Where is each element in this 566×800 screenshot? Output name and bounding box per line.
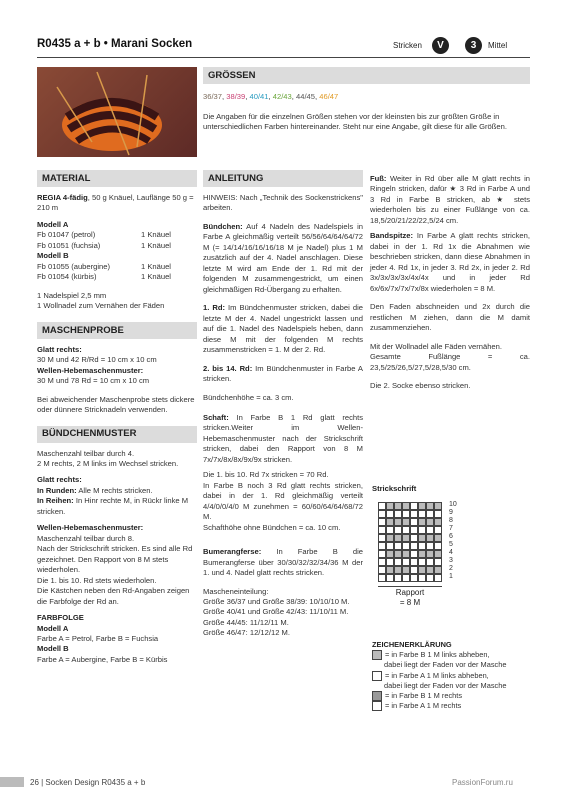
groessen-heading: GRÖSSEN: [203, 67, 530, 84]
size-1: 36/37: [203, 92, 223, 101]
chart-cell: [434, 566, 442, 574]
chart-cell: [434, 542, 442, 550]
chart-cell: [386, 566, 394, 574]
chart-cell: [402, 534, 410, 542]
finish-1: Den Faden abschneiden und 2x durch die restlichen M ziehen, dann die M damit zusammenziehen.: [370, 302, 530, 333]
chart-cell: [418, 526, 426, 534]
chart-cell: [434, 510, 442, 518]
difficulty-label: Mittel: [488, 41, 508, 50]
legend-2b: dabei liegt der Faden vor der Masche: [384, 680, 507, 690]
chart-cell: [426, 574, 434, 582]
chart-row-number: 7: [449, 525, 453, 532]
wave-3: Die 1. bis 10. Rd stets wiederholen.: [37, 575, 157, 585]
chart-cell: [426, 526, 434, 534]
toe-text: In Farbe A glatt rechts stricken, dabei in der 1. Rd 1x die Abnahmen wie beschrieben stricken, dann diese Abnahmen in jeder 4. Rd 1x, in jeder 3. Rd 2x, in jeder 2. Rd 3x/3x/3x/3x/4x/4x und in jeder Rd 6x/6x/7x/7x/7x/8x wiederholen = 8 M.: [370, 231, 530, 293]
slip-b-icon: [372, 650, 382, 660]
chart-cell: [402, 566, 410, 574]
chart-cell: [434, 518, 442, 526]
chart-cell: [402, 574, 410, 582]
tool-needles: 1 Nadelspiel 2,5 mm: [37, 290, 107, 300]
chart-row-number: 4: [449, 549, 453, 556]
chart-cell: [418, 518, 426, 526]
cuff-height: Bündchenhöhe = ca. 3 cm.: [203, 392, 294, 402]
chart-cell: [434, 550, 442, 558]
round2-head: 2. bis 14. Rd:: [203, 363, 253, 373]
heel-head: Bumerangferse:: [203, 547, 262, 557]
chart-row-number: 3: [449, 557, 453, 564]
chart-cell: [410, 542, 418, 550]
material-a2-qty: 1 Knäuel: [141, 240, 171, 250]
chart-cell: [386, 558, 394, 566]
chart-cell: [426, 518, 434, 526]
chart-row-number: 2: [449, 565, 453, 572]
chart-cell: [378, 534, 386, 542]
material-b1: Fb 01055 (aubergine): [37, 261, 111, 271]
finish-4: Die 2. Socke ebenso stricken.: [370, 380, 471, 390]
legend-heading: ZEICHENERKLÄRUNG: [372, 640, 452, 649]
leg-2: Die 1. bis 10. Rd 7x stricken = 70 Rd.: [203, 470, 329, 480]
chart-cell: [378, 558, 386, 566]
legend: [372, 640, 532, 712]
gauge-note: Bei abweichender Maschenprobe stets dickere oder dünnere Stricknadeln verwenden.: [37, 394, 195, 415]
chart-cell: [394, 566, 402, 574]
legend-3: = in Farbe B 1 M rechts: [385, 691, 463, 701]
rapport-label: Rapport = 8 M: [395, 588, 425, 607]
chart-cell: [418, 502, 426, 510]
cuff-head: Bündchen:: [203, 221, 243, 231]
chart-row-number: 1: [449, 573, 453, 580]
heel-text: In Farbe B die Bumerangferse über 30/30/32/32/34/36 M der 1. und 4. Nadel glatt rechts stricken.: [203, 547, 363, 578]
chart-cell: [386, 518, 394, 526]
chart-cell: [410, 526, 418, 534]
chart-cell: [410, 510, 418, 518]
chart-cell: [386, 510, 394, 518]
chart-cell: [426, 550, 434, 558]
header-rule: [37, 57, 530, 58]
chart-cell: [394, 534, 402, 542]
division-head: Mascheneinteilung:: [203, 586, 269, 596]
anleitung-heading: ANLEITUNG: [203, 170, 363, 187]
chart-cell: [402, 526, 410, 534]
chart-cell: [402, 542, 410, 550]
chart-cell: [394, 502, 402, 510]
chart-cell: [378, 502, 386, 510]
legend-4: = in Farbe A 1 M rechts: [385, 701, 462, 711]
chart-cell: [410, 518, 418, 526]
wave-4: Die Kästchen neben den Rd-Angaben zeigen die Farbfolge der Rd an.: [37, 586, 190, 606]
chart-heading: Strickschrift: [372, 484, 417, 493]
color-sequence-head: FARBFOLGE: [37, 613, 84, 623]
finish-2: Mit der Wollnadel alle Fäden vernähen.: [370, 341, 502, 351]
slip-a-icon: [372, 671, 382, 681]
round1-head: 1. Rd:: [203, 303, 226, 313]
yarn-details: , 50 g Knäuel, Lauflänge 50 g = 210 m: [37, 193, 194, 213]
chart-row-numbers: [449, 501, 461, 581]
chart-row-number: 8: [449, 517, 453, 524]
chart-cell: [402, 550, 410, 558]
chart-cell: [410, 502, 418, 510]
chart-cell: [386, 574, 394, 582]
sock-photo: [37, 67, 197, 157]
chart-cell: [426, 510, 434, 518]
chart-cell: [386, 550, 394, 558]
chart-cell: [426, 534, 434, 542]
page-footer: 26 | Socken Design R0435 a + b: [30, 778, 146, 787]
size-3: 40/41: [249, 92, 269, 101]
knit-v-icon: V: [432, 37, 449, 54]
chart-cell: [394, 558, 402, 566]
round1-text: Im Bündchenmuster stricken, dabei die letzte M der 4. Nadel ungestrickt lassen und auf die 1. Nadel des Nadelspiels heben, dann diese M mit der folgenden M rechts zusammenstricken = 1. M der 2. Rd.: [203, 303, 363, 355]
sock-illustration: [37, 67, 197, 157]
chart-cell: [434, 502, 442, 510]
size-2: 38/39: [226, 92, 246, 101]
column-middle: [203, 170, 363, 644]
knit-a-icon: [372, 701, 382, 711]
color-model-b-text: Farbe A = Aubergine, Farbe B = Kürbis: [37, 654, 168, 664]
chart-cell: [394, 542, 402, 550]
size-4: 42/43: [272, 92, 292, 101]
wave-2: Nach der Strickschrift stricken. Es sind alle Rd gezeichnet. Den Rapport von 8 M stets wiederholen.: [37, 544, 193, 575]
chart-cell: [394, 574, 402, 582]
chart-cell: [434, 526, 442, 534]
chart-cell: [418, 510, 426, 518]
leg-3: In Farbe B noch 3 Rd glatt rechts stricken, dabei in der 1. Rd gleichmäßig verteilt 4/4/0/0/4/0 M zunehmen = 60/60/64/64/68/72 M.: [203, 480, 363, 522]
division-4: Größe 46/47: 12/12/12 M.: [203, 628, 290, 638]
chart-row-number: 6: [449, 533, 453, 540]
chart-cell: [410, 566, 418, 574]
finish-3: Gesamte Fußlänge = ca. 23,5/25/26,5/27,5/28,5/30 cm.: [370, 352, 530, 372]
cuff-text: Auf 4 Nadeln des Nadelspiels in Farbe A gleichmäßig verteilt 56/56/64/64/64/72 M (= 14/14/16/16/16/18 M je Nadel) plus 1 M zusätzlich auf der 4. Nadel anschlagen. Diese letzte M wird am Ende der 1. Rd mit der folgenden M zusammengestrickt, um einen gleichmäßigen Rd-Übergang zu erhalten.: [203, 221, 363, 294]
chart-cell: [434, 574, 442, 582]
chart-cell: [410, 550, 418, 558]
technique-label: Stricken: [393, 41, 422, 50]
color-model-b: Modell B: [37, 644, 69, 654]
size-6: 46/47: [319, 92, 339, 101]
hint: HINWEIS: Nach „Technik des Sockenstrickens" arbeiten.: [203, 193, 363, 213]
chart-cell: [410, 534, 418, 542]
chart-cell: [418, 550, 426, 558]
chart-cell: [394, 510, 402, 518]
page-title: R0435 a + b • Marani Socken: [37, 38, 193, 50]
rib-count: Maschenzahl teilbar durch 4.: [37, 448, 135, 458]
chart-cell: [402, 518, 410, 526]
model-a-label: Modell A: [37, 219, 69, 229]
chart-cell: [394, 550, 402, 558]
chart-cell: [418, 558, 426, 566]
material-b1-qty: 1 Knäuel: [141, 261, 171, 271]
chart-cell: [426, 558, 434, 566]
material-a2: Fb 01051 (fuchsia): [37, 240, 101, 250]
chart-cell: [378, 526, 386, 534]
chart-cell: [402, 502, 410, 510]
foot-text: Weiter in Rd über alle M glatt rechts in Ringeln stricken, dafür ★ 3 Rd in Farbe A und 3 Rd in Farbe B stricken, ab ★ stets wiederholen bis zu einer Fußlänge von ca. 18,5/20/21/22/22,5/24 cm.: [370, 174, 530, 225]
chart-cell: [418, 542, 426, 550]
chart-cell: [434, 558, 442, 566]
size-5: 44/45: [296, 92, 316, 101]
wave-1: Maschenzahl teilbar durch 8.: [37, 533, 135, 543]
rows-text: In Hinr rechte M, in Rückr linke M stricken.: [37, 496, 189, 516]
chart-cell: [378, 518, 386, 526]
leg-text: In Farbe B 1 Rd glatt rechts stricken.Weiter im Wellen-Hebemaschenmuster nach der Strickschrift stricken, dabei den Rapport von 8 M 7x/7x/8x/8x/9x/9x stricken.: [203, 412, 363, 464]
material-a1: Fb 01047 (petrol): [37, 230, 96, 240]
model-b-label: Modell B: [37, 251, 69, 261]
chart-cell: [418, 566, 426, 574]
groessen-text: Die Angaben für die einzelnen Größen stehen vor der kleinsten bis zur größten Größe in unterschiedlichen Farben hintereinander. Steht nur eine Angabe, gilt diese für alle Größen.: [203, 112, 507, 132]
chart-cell: [386, 542, 394, 550]
chart-cell: [418, 574, 426, 582]
difficulty-badge: 3: [465, 37, 482, 54]
legend-1: = in Farbe B 1 M links abheben,: [385, 650, 490, 660]
chart-cell: [378, 550, 386, 558]
gauge-wave-head: Wellen-Hebemaschenmuster:: [37, 365, 144, 375]
buendchen-heading: BÜNDCHENMUSTER: [37, 426, 197, 443]
chart-cell: [386, 526, 394, 534]
leg-4: Schafthöhe ohne Bündchen = ca. 10 cm.: [203, 522, 341, 532]
stockinette-head: Glatt rechts:: [37, 475, 82, 485]
chart-cell: [402, 558, 410, 566]
gauge-stockinette: 30 M und 42 R/Rd = 10 cm x 10 cm: [37, 355, 157, 365]
chart-row-number: 9: [449, 509, 453, 516]
wave-head: Wellen-Hebemaschenmuster:: [37, 523, 144, 533]
chart-cell: [410, 558, 418, 566]
yarn-name: REGIA 4-fädig: [37, 193, 88, 202]
leg-head: Schaft:: [203, 412, 229, 422]
column-left: [37, 170, 197, 670]
chart-cell: [378, 510, 386, 518]
knitting-chart: [378, 502, 448, 582]
color-model-a: Modell A: [37, 623, 69, 633]
chart-row-number: 5: [449, 541, 453, 548]
foot-head: Fuß:: [370, 174, 387, 183]
rounds-text: Alle M rechts stricken.: [76, 485, 153, 495]
division-3: Größe 44/45: 11/12/11 M.: [203, 617, 289, 627]
chart-cell: [378, 574, 386, 582]
footer-bar: [0, 777, 24, 787]
chart-cell: [426, 542, 434, 550]
rib-pattern: 2 M rechts, 2 M links im Wechsel stricken.: [37, 458, 179, 468]
division-2: Größe 40/41 und Größe 42/43: 11/10/11 M.: [203, 607, 349, 617]
rounds-label: In Runden:: [37, 485, 77, 495]
chart-cell: [410, 574, 418, 582]
rapport-line: [378, 586, 442, 587]
gauge-wave: 30 M und 78 Rd = 10 cm x 10 cm: [37, 376, 150, 386]
material-b2: Fb 01054 (kürbis): [37, 272, 97, 282]
material-heading: MATERIAL: [37, 170, 197, 187]
toe-head: Bandspitze:: [370, 231, 414, 241]
material-b2-qty: 1 Knäuel: [141, 272, 171, 282]
rows-label: In Reihen:: [37, 496, 74, 506]
division-1: Größe 36/37 und Größe 38/39: 10/10/10 M.: [203, 597, 350, 606]
color-model-a-text: Farbe A = Petrol, Farbe B = Fuchsia: [37, 634, 159, 643]
tool-wool-needle: 1 Wollnadel zum Vernähen der Fäden: [37, 301, 165, 311]
column-right: [370, 174, 530, 396]
chart-cell: [394, 526, 402, 534]
chart-cell: [426, 502, 434, 510]
legend-2: = in Farbe A 1 M links abheben,: [385, 670, 489, 680]
round2-text: Im Bündchenmuster in Farbe A stricken.: [203, 363, 363, 384]
chart-cell: [378, 542, 386, 550]
legend-1b: dabei liegt der Faden vor der Masche: [384, 660, 507, 670]
watermark: PassionForum.ru: [452, 778, 513, 787]
material-a1-qty: 1 Knäuel: [141, 230, 171, 240]
gauge-stockinette-head: Glatt rechts:: [37, 344, 82, 354]
chart-cell: [386, 502, 394, 510]
chart-row-number: 10: [449, 501, 457, 508]
chart-cell: [386, 534, 394, 542]
chart-cell: [402, 510, 410, 518]
chart-cell: [434, 534, 442, 542]
chart-cell: [418, 534, 426, 542]
size-list: 36/37, 38/39, 40/41, 42/43, 44/45, 46/47: [203, 92, 339, 101]
chart-cell: [378, 566, 386, 574]
chart-cell: [426, 566, 434, 574]
knit-b-icon: [372, 691, 382, 701]
chart-cell: [394, 518, 402, 526]
maschenprobe-heading: MASCHENPROBE: [37, 322, 197, 339]
